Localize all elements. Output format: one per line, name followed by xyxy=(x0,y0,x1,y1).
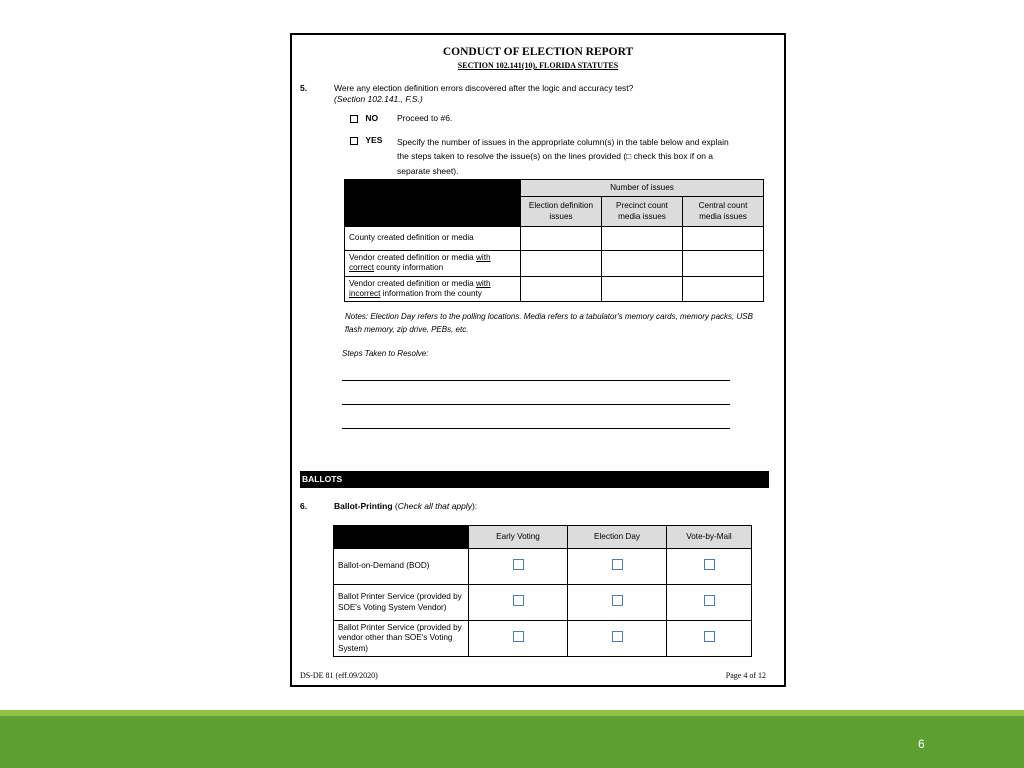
issues-table xyxy=(344,179,764,302)
notes: Notes: Election Day refers to the polling locations. Media refers to a tabulator's memory cards, memory packs, USB flash memory, zip drive, PEBs, etc. xyxy=(345,312,753,334)
col-election-day: Election Day xyxy=(568,526,667,549)
col-early-voting: Early Voting xyxy=(469,526,568,549)
row-vendor-incorrect xyxy=(345,276,521,302)
col-vote-by-mail: Vote-by-Mail xyxy=(667,526,752,549)
issue-cell[interactable] xyxy=(521,251,602,277)
q6-number: 6. xyxy=(300,501,308,511)
other-vendor-vote-by-mail-checkbox[interactable] xyxy=(704,631,715,642)
row-vendor-incorrect-underlined: with incorrect xyxy=(349,278,491,298)
q5-number: 5. xyxy=(300,83,308,93)
col-precinct-count: Precinct count media issues xyxy=(602,197,683,227)
form-number: DS-DE 81 (eff.09/2020) xyxy=(300,671,378,680)
issue-cell[interactable] xyxy=(602,276,683,302)
table-row xyxy=(334,549,752,585)
yes-text-line-2: the steps taken to resolve the issue(s) on the lines provided (□ check this box if on a xyxy=(397,151,714,162)
row-vendor-incorrect-text: Vendor created definition or media xyxy=(349,278,476,288)
q6-label xyxy=(334,501,477,512)
row-vendor-correct-underlined: with correct xyxy=(349,253,491,273)
col-election-definition: Election definition issues xyxy=(521,197,602,227)
row-ballot-on-demand: Ballot-on-Demand (BOD) xyxy=(334,549,469,585)
issues-group-header: Number of issues xyxy=(521,180,764,197)
q5-no-option xyxy=(350,113,378,124)
page-indicator: Page 4 of 12 xyxy=(725,671,766,680)
issue-cell[interactable] xyxy=(683,227,764,251)
q6-paren-open: ( xyxy=(392,501,398,511)
section-ballots: BALLOTS xyxy=(300,471,769,488)
bod-election-day-checkbox[interactable] xyxy=(612,559,623,570)
issue-cell[interactable] xyxy=(602,227,683,251)
table-row xyxy=(345,227,764,251)
q6-check-all: Check all that apply xyxy=(397,501,472,511)
yes-label: YES xyxy=(365,135,383,145)
issues-table-corner xyxy=(345,180,521,227)
document-page xyxy=(290,33,786,687)
table-row xyxy=(345,276,764,302)
yes-text-line-1: Specify the number of issues in the appropriate column(s) in the table below and explain xyxy=(397,137,729,147)
no-text: Proceed to #6. xyxy=(397,113,453,123)
footer-band-dark xyxy=(0,716,1024,768)
no-checkbox[interactable] xyxy=(350,115,358,123)
other-vendor-election-day-checkbox[interactable] xyxy=(612,631,623,642)
table-row xyxy=(334,585,752,621)
yes-text-line-3: separate sheet). xyxy=(397,165,459,176)
bod-vote-by-mail-checkbox[interactable] xyxy=(704,559,715,570)
row-printer-soe-vendor: Ballot Printer Service (provided by SOE's Voting System Vendor) xyxy=(334,585,469,621)
ballot-printing-table xyxy=(333,525,752,657)
answer-line-3[interactable] xyxy=(342,428,730,429)
row-vendor-correct-tail: county information xyxy=(374,263,444,273)
steps-label: Steps Taken to Resolve: xyxy=(342,349,429,358)
soe-vendor-vote-by-mail-checkbox[interactable] xyxy=(704,595,715,606)
q6-label-text: Ballot-Printing xyxy=(334,501,393,511)
soe-vendor-election-day-checkbox[interactable] xyxy=(612,595,623,606)
issue-cell[interactable] xyxy=(602,251,683,277)
col-central-count: Central count media issues xyxy=(683,197,764,227)
yes-checkbox[interactable] xyxy=(350,137,358,145)
printing-table-corner xyxy=(334,526,469,549)
row-vendor-incorrect-tail: information from the county xyxy=(380,288,482,298)
issue-cell[interactable] xyxy=(521,227,602,251)
answer-line-1[interactable] xyxy=(342,380,730,381)
q5-citation: (Section 102.141., F.S.) xyxy=(334,94,423,105)
issue-cell[interactable] xyxy=(683,276,764,302)
bod-early-voting-checkbox[interactable] xyxy=(513,559,524,570)
yes-text xyxy=(397,135,757,178)
issue-cell[interactable] xyxy=(683,251,764,277)
document-subtitle: SECTION 102.141(10), FLORIDA STATUTES xyxy=(457,61,619,70)
table-row xyxy=(334,621,752,657)
q5-question-text: Were any election definition errors discovered after the logic and accuracy test? xyxy=(334,83,634,93)
q5-yes-option xyxy=(350,135,382,146)
answer-line-2[interactable] xyxy=(342,404,730,405)
q6-paren-close: ): xyxy=(471,501,478,511)
row-county-created: County created definition or media xyxy=(345,227,521,251)
table-row xyxy=(345,251,764,277)
other-vendor-early-voting-checkbox[interactable] xyxy=(513,631,524,642)
q5-question xyxy=(334,83,633,106)
no-label: NO xyxy=(365,113,379,123)
issue-cell[interactable] xyxy=(521,276,602,302)
row-vendor-correct xyxy=(345,251,521,277)
slide-page-number: 6 xyxy=(918,737,925,751)
row-printer-other-vendor: Ballot Printer Service (provided by vendor other than SOE's Voting System) xyxy=(334,621,469,657)
document-title: CONDUCT OF ELECTION REPORT xyxy=(442,46,634,58)
soe-vendor-early-voting-checkbox[interactable] xyxy=(513,595,524,606)
row-vendor-correct-text: Vendor created definition or media xyxy=(349,253,476,262)
